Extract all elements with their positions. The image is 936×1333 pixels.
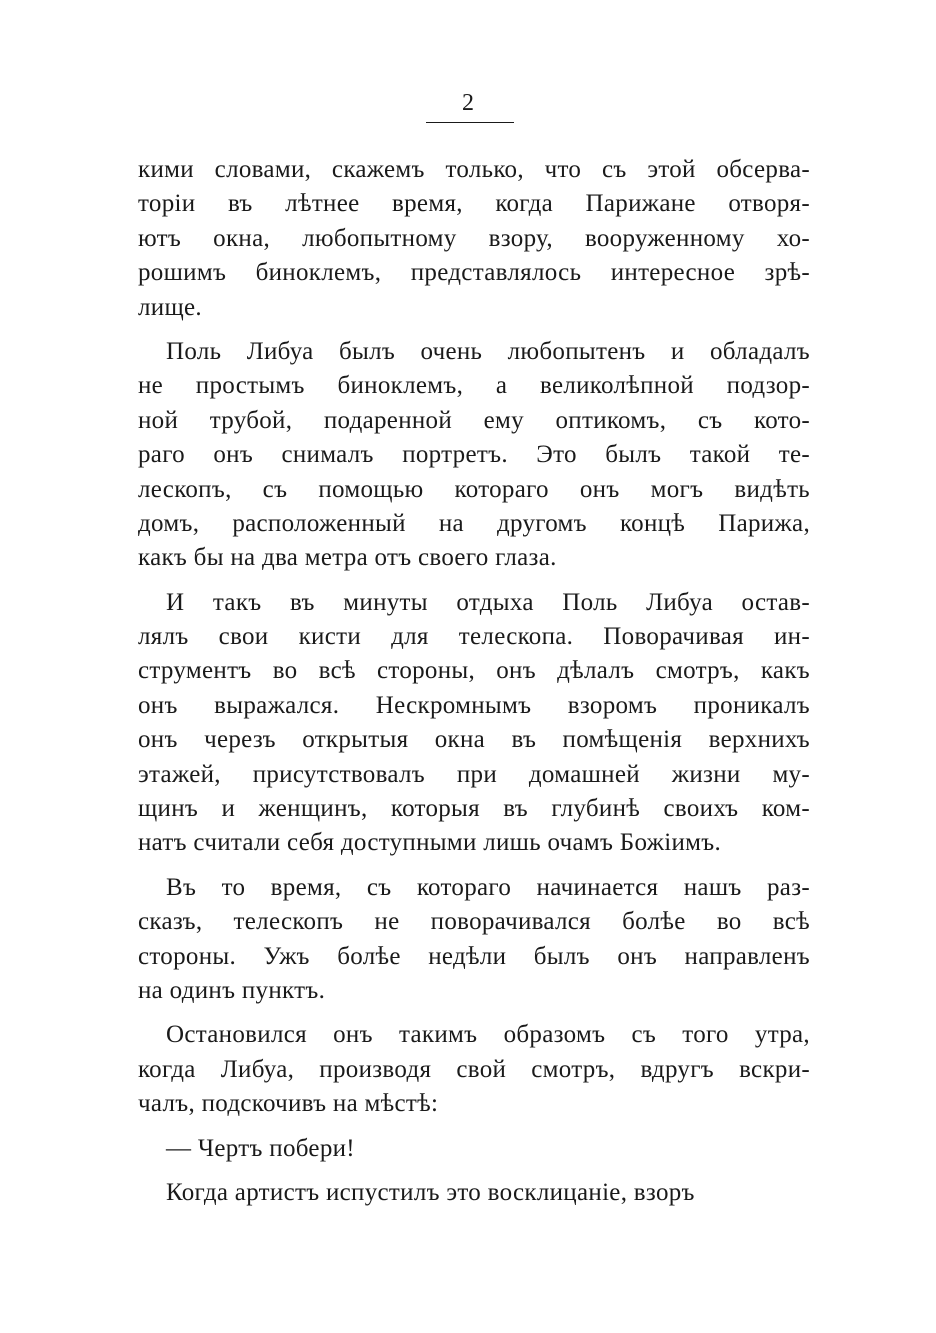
paragraph (138, 153, 810, 325)
text-line: Въ то время, съ котораго начинается нашъ раз- (166, 873, 810, 901)
paragraph-gap (138, 1166, 810, 1176)
body-text (138, 153, 810, 1210)
paragraph (138, 1018, 810, 1121)
text-line: лялъ свои кисти для телескопа. Поворачивая ин- (138, 623, 810, 651)
text-line: сказъ, телескопъ не поворачивался болѣе во всѣ (138, 908, 810, 936)
text-line: ной трубой, подаренной ему оптикомъ, съ кото- (138, 406, 810, 434)
text-line: кими словами, скажемъ только, что съ этой обсерва- (138, 156, 810, 183)
text-line: на одинъ пунктъ. (138, 976, 326, 1004)
text-line: натъ считали себя доступными лишь очамъ Божіимъ. (138, 829, 722, 857)
paragraph-gap (138, 1122, 810, 1132)
paragraph-gap (138, 861, 810, 871)
paragraph (138, 586, 810, 861)
text-line: рошимъ биноклемъ, представлялось интересное зрѣ- (138, 259, 810, 287)
text-line: щинъ и женщинъ, которыя въ глубинѣ своихъ ком- (138, 795, 810, 823)
paragraph-gap (138, 325, 810, 335)
paragraph (138, 335, 810, 576)
text-line: стороны. Ужъ болѣе недѣли былъ онъ направленъ (138, 942, 810, 970)
paragraph (138, 871, 810, 1009)
text-line: не простымъ биноклемъ, а великолѣпной подзор- (138, 372, 810, 400)
text-line: раго онъ снималъ портретъ. Это былъ такой те- (138, 441, 810, 469)
text-line: онъ выражался. Нескромнымъ взоромъ проникалъ (138, 691, 810, 719)
text-line: Поль Либуа былъ очень любопытенъ и обладалъ (166, 337, 810, 365)
paragraph-gap (138, 1008, 810, 1018)
text-line: лище. (138, 293, 202, 321)
paragraph (138, 1132, 810, 1166)
text-line: Остановился онъ такимъ образомъ съ того утра, (166, 1021, 810, 1049)
text-line: Когда артистъ испустилъ это восклицаніе, взоръ (166, 1178, 695, 1206)
text-line: чалъ, подскочивъ на мѣстѣ: (138, 1090, 439, 1118)
paragraph (138, 1176, 810, 1210)
text-line: струментъ во всѣ стороны, онъ дѣлалъ смотръ, какъ (138, 657, 810, 685)
text-line: И такъ въ минуты отдыха Поль Либуа остав- (166, 588, 810, 616)
text-line: торіи въ лѣтнее время, когда Парижане отворя- (138, 190, 810, 218)
text-line: какъ бы на два метра отъ своего глаза. (138, 544, 557, 572)
text-line: ютъ окна, любопытному взору, вооруженному хо- (138, 224, 810, 252)
text-line: этажей, присутствовалъ при домашней жизни му- (138, 760, 810, 788)
text-line: — Чертъ побери! (166, 1134, 355, 1162)
header-rule (426, 122, 514, 123)
text-line: домъ, расположенный на другомъ концѣ Парижа, (138, 509, 810, 537)
text-line: онъ черезъ открытыя окна въ помѣщенія верхнихъ (138, 726, 810, 754)
page-number: 2 (462, 90, 474, 116)
paragraph-gap (138, 576, 810, 586)
text-line: когда Либуа, производя свой смотръ, вдругъ вскри- (138, 1055, 810, 1083)
text-line: лескопъ, съ помощью котораго онъ могъ видѣть (138, 475, 810, 503)
